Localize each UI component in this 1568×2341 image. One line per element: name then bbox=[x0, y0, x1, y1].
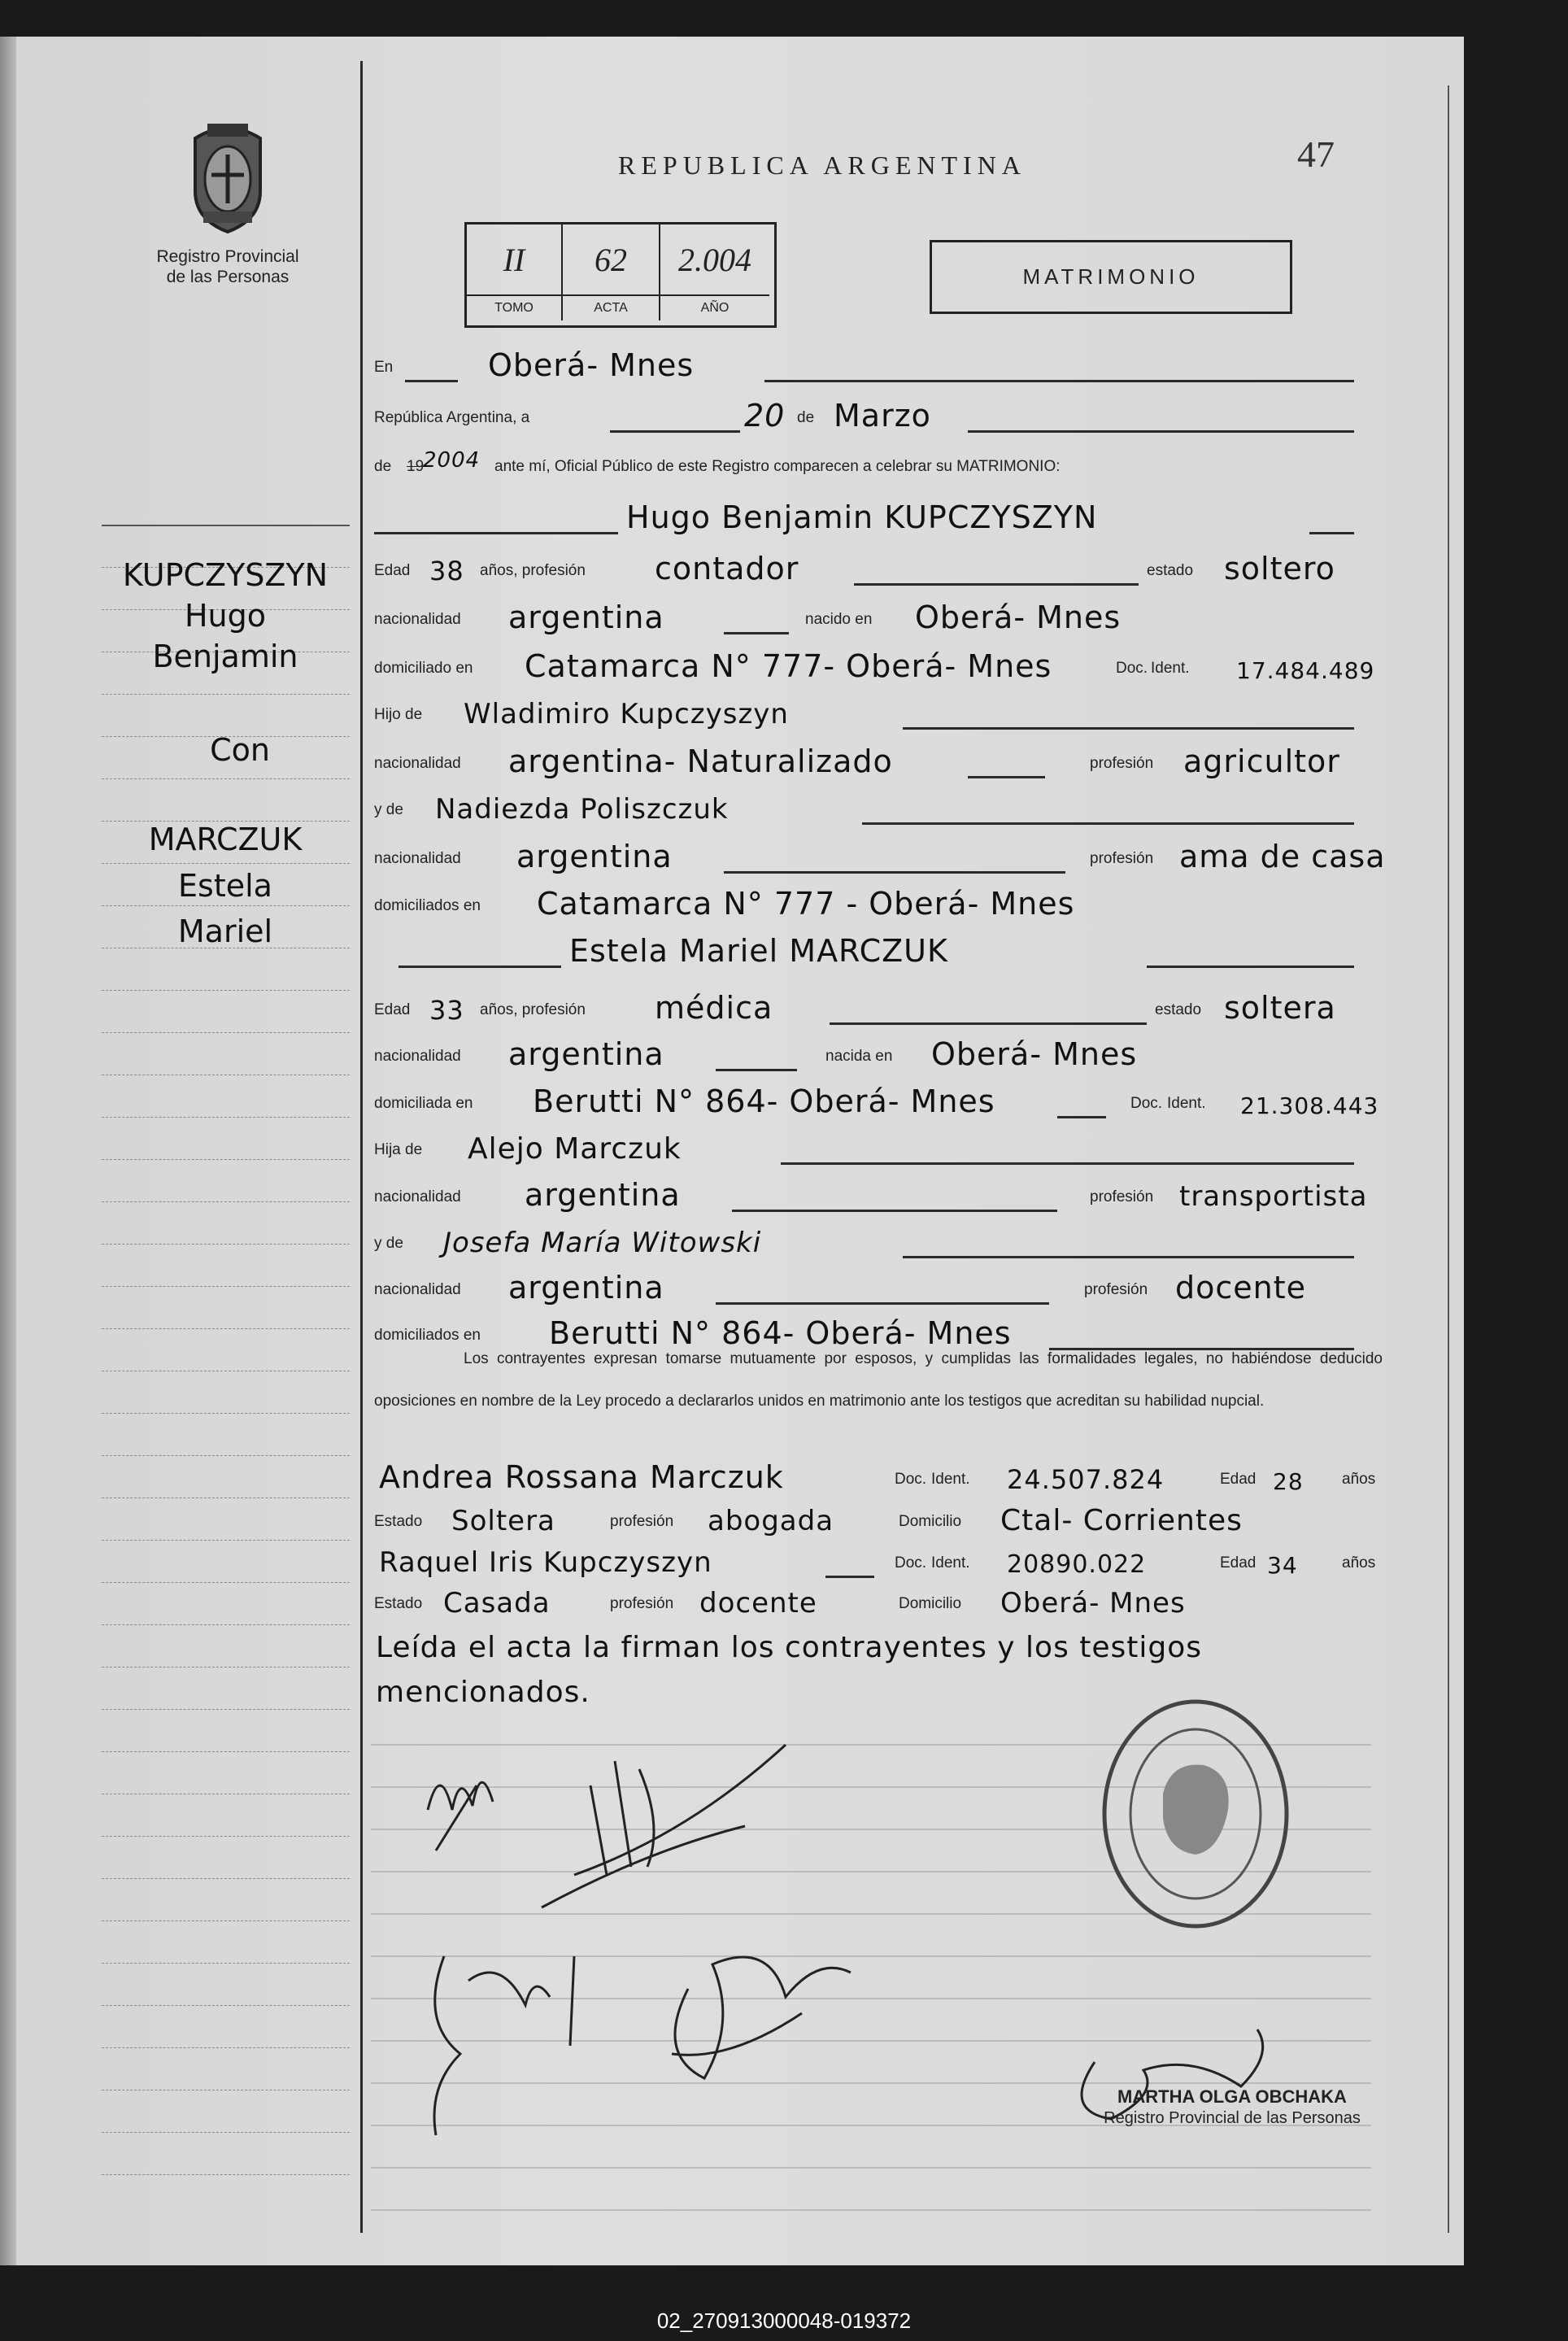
fill-line bbox=[610, 430, 740, 433]
label-en: En bbox=[374, 359, 394, 376]
bride-age: 33 bbox=[429, 995, 464, 1026]
groom-father-nat: argentina- Naturalizado bbox=[508, 743, 893, 779]
page-number: 47 bbox=[1297, 133, 1335, 175]
page-edge bbox=[0, 37, 16, 2265]
ledger-line bbox=[102, 1582, 350, 1583]
row-groom-name bbox=[374, 496, 1370, 537]
label-profesion: profesión bbox=[1090, 850, 1154, 867]
row-groom-age bbox=[374, 547, 1370, 588]
record-type: MATRIMONIO bbox=[930, 240, 1292, 314]
signature-3 bbox=[434, 1956, 574, 2135]
witness1-profession: abogada bbox=[708, 1505, 834, 1537]
label-anios-prof: años, profesión bbox=[480, 1001, 586, 1018]
ledger-line bbox=[102, 525, 350, 526]
fill-line bbox=[716, 1302, 1049, 1305]
registry-line1: Registro Provincial bbox=[156, 247, 299, 266]
row-groom-addr bbox=[374, 645, 1375, 686]
bride-birthplace: Oberá- Mnes bbox=[931, 1036, 1138, 1072]
ledger-line bbox=[102, 1244, 350, 1245]
fill-line bbox=[854, 583, 1139, 586]
registry-title bbox=[126, 246, 329, 287]
row-witness1-details bbox=[374, 1498, 1370, 1539]
label-profesion: profesión bbox=[1090, 1188, 1154, 1205]
ledger-line bbox=[102, 694, 350, 695]
margin-connector: Con bbox=[210, 732, 270, 768]
groom-status: soltero bbox=[1224, 551, 1335, 586]
ceremony-day: 20 bbox=[744, 398, 786, 434]
label-hijo: Hijo de bbox=[374, 706, 423, 723]
fill-line bbox=[830, 1022, 1147, 1025]
bride-father-nat: argentina bbox=[525, 1177, 681, 1213]
bride-doc: 21.308.443 bbox=[1240, 1092, 1379, 1119]
ledger-line bbox=[102, 2005, 350, 2006]
label-profesion: profesión bbox=[610, 1595, 674, 1612]
label-edad: Edad bbox=[374, 562, 411, 579]
row-groom-father-nat bbox=[374, 740, 1370, 781]
ledger-line bbox=[102, 990, 350, 991]
fill-line bbox=[968, 430, 1354, 433]
groom-father: Wladimiro Kupczyszyn bbox=[464, 698, 789, 730]
fill-line bbox=[724, 632, 789, 634]
row-bride-father bbox=[374, 1127, 1370, 1167]
closing-line2: mencionados. bbox=[376, 1676, 590, 1709]
label-domicilio: Domicilio bbox=[899, 1595, 962, 1612]
signature-2 bbox=[542, 1745, 786, 1907]
fill-line bbox=[724, 871, 1065, 874]
ledger-line bbox=[102, 1709, 350, 1710]
groom-parents-address: Catamarca N° 777 - Oberá- Mnes bbox=[537, 886, 1075, 922]
fill-line bbox=[825, 1576, 874, 1578]
row-groom-parents-addr bbox=[374, 883, 1370, 923]
ledger-line bbox=[102, 905, 350, 906]
ledger-line bbox=[102, 1878, 350, 1879]
ledger-line bbox=[102, 778, 350, 779]
provincial-crest-icon bbox=[179, 114, 277, 236]
row-bride-name bbox=[374, 930, 1370, 970]
fill-line bbox=[764, 380, 1354, 382]
register-page bbox=[0, 37, 1464, 2265]
ledger-line bbox=[102, 1117, 350, 1118]
label-ident: Ident. bbox=[931, 1471, 970, 1488]
margin-bride-surname: MARCZUK bbox=[148, 822, 303, 857]
label-nacionalidad: nacionalidad bbox=[374, 850, 461, 867]
ledger-line bbox=[102, 2047, 350, 2048]
witness2-status: Casada bbox=[443, 1587, 551, 1620]
year-prefix: 19 bbox=[407, 458, 425, 475]
bride-father: Alejo Marczuk bbox=[468, 1132, 682, 1166]
fill-line bbox=[1147, 966, 1354, 968]
fill-line bbox=[903, 1256, 1354, 1258]
ledger-line bbox=[102, 1032, 350, 1033]
witness2-age: 34 bbox=[1267, 1552, 1298, 1579]
groom-mother-nat: argentina bbox=[516, 839, 673, 874]
bride-nationality: argentina bbox=[508, 1036, 664, 1072]
label-de2: de bbox=[374, 458, 392, 475]
ceremony-place: Oberá- Mnes bbox=[488, 347, 695, 383]
label-domiciliados: domiciliados en bbox=[374, 1327, 481, 1344]
ledger-line bbox=[102, 1286, 350, 1287]
label-nacionalidad: nacionalidad bbox=[374, 1281, 461, 1298]
ledger-line bbox=[102, 1624, 350, 1625]
margin-groom-name1: Hugo bbox=[184, 598, 267, 634]
row-closing1 bbox=[374, 1625, 1370, 1666]
groom-mother-prof: ama de casa bbox=[1179, 839, 1386, 874]
label-profesion: profesión bbox=[610, 1513, 674, 1530]
bride-address: Berutti N° 864- Oberá- Mnes bbox=[533, 1083, 995, 1119]
groom-birthplace: Oberá- Mnes bbox=[915, 599, 1122, 635]
row-date bbox=[374, 395, 1370, 435]
ledger-line bbox=[102, 863, 350, 864]
witness1-name: Andrea Rossana Marczuk bbox=[379, 1459, 784, 1495]
official-name: MARTHA OLGA OBCHAKA bbox=[1117, 2086, 1347, 2107]
bride-parents-address: Berutti N° 864- Oberá- Mnes bbox=[549, 1315, 1012, 1351]
statement-text: Los contrayentes expresan tomarse mutuamente por esposos, y cumplidas las formalidades legales, no habiéndose deducido oposiciones en nombre de la Ley procedo a declararlos unidos en matrimonio ante los testigos que acreditan su habilidad nupcial. bbox=[374, 1350, 1383, 1410]
signature-1 bbox=[428, 1782, 493, 1851]
label-doc: Doc. bbox=[1130, 1095, 1163, 1112]
fill-line bbox=[405, 380, 458, 382]
row-witness2 bbox=[374, 1540, 1376, 1580]
witness1-doc: 24.507.824 bbox=[1007, 1464, 1165, 1495]
witness2-doc: 20890.022 bbox=[1007, 1550, 1147, 1579]
label-estado-w: Estado bbox=[374, 1513, 423, 1530]
fill-line bbox=[903, 727, 1354, 730]
registry-stamp-icon bbox=[1098, 1696, 1293, 1932]
ledger-line bbox=[102, 1751, 350, 1752]
tomo-label: TOMO bbox=[467, 296, 563, 320]
label-domiciliada: domiciliada en bbox=[374, 1095, 473, 1112]
official-block bbox=[1094, 2086, 1370, 2129]
country-header: REPUBLICA ARGENTINA bbox=[618, 150, 1026, 180]
label-ident: Ident. bbox=[931, 1554, 970, 1572]
label-anios-prof: años, profesión bbox=[480, 562, 586, 579]
row-bride-nat bbox=[374, 1033, 1370, 1074]
fill-line bbox=[374, 532, 618, 534]
registry-line2: de las Personas bbox=[166, 268, 290, 286]
witness1-age: 28 bbox=[1273, 1468, 1304, 1495]
label-domicilio: Domicilio bbox=[899, 1513, 962, 1530]
bride-mother-prof: docente bbox=[1175, 1270, 1307, 1306]
bride-mother: Josefa María Witowski bbox=[443, 1227, 762, 1259]
fill-line bbox=[1309, 532, 1354, 534]
label-edad-w: Edad bbox=[1220, 1471, 1257, 1488]
label-nacionalidad: nacionalidad bbox=[374, 755, 461, 772]
label-nacida: nacida en bbox=[825, 1048, 893, 1065]
label-anos-w: años bbox=[1342, 1471, 1376, 1488]
margin-ledger bbox=[102, 37, 350, 2265]
label-yde: y de bbox=[374, 801, 403, 818]
margin-groom-name2: Benjamin bbox=[152, 639, 298, 674]
right-rule bbox=[1448, 85, 1449, 2233]
label-edad-w: Edad bbox=[1220, 1554, 1257, 1572]
row-groom-mother bbox=[374, 787, 1370, 827]
margin-groom-surname: KUPCZYSZYN bbox=[122, 557, 329, 593]
label-estado: estado bbox=[1155, 1001, 1202, 1018]
ledger-line bbox=[102, 1201, 350, 1202]
row-witness2-details bbox=[374, 1580, 1370, 1621]
fill-line bbox=[1057, 1116, 1106, 1118]
ledger-line bbox=[102, 1497, 350, 1498]
label-doc: Doc. bbox=[1116, 660, 1148, 677]
ledger-line bbox=[102, 1413, 350, 1414]
ledger-line bbox=[102, 1455, 350, 1456]
label-ante: ante mí, Oficial Público de este Registro comparecen a celebrar su MATRIMONIO: bbox=[494, 458, 1061, 475]
ledger-line bbox=[102, 1963, 350, 1964]
groom-address: Catamarca N° 777- Oberá- Mnes bbox=[525, 648, 1052, 684]
groom-mother: Nadiezda Poliszczuk bbox=[435, 793, 729, 826]
groom-nationality: argentina bbox=[508, 599, 664, 635]
margin-bride-name2: Mariel bbox=[177, 913, 273, 949]
image-id-footer: 02_270913000048-019372 bbox=[656, 2308, 912, 2333]
closing-line1: Leída el acta la firman los contrayentes y los testigos bbox=[376, 1631, 1203, 1664]
acta-value: 62 bbox=[563, 225, 660, 296]
row-groom-father bbox=[374, 691, 1370, 732]
label-hija: Hija de bbox=[374, 1141, 423, 1158]
row-groom-nat bbox=[374, 596, 1370, 637]
witness2-profession: docente bbox=[699, 1587, 817, 1620]
label-profesion: profesión bbox=[1084, 1281, 1148, 1298]
label-domiciliado: domiciliado en bbox=[374, 660, 473, 677]
label-republica: República Argentina, a bbox=[374, 409, 530, 426]
bride-father-prof: transportista bbox=[1179, 1180, 1368, 1213]
signature-4 bbox=[672, 1957, 851, 2078]
row-bride-father-nat bbox=[374, 1174, 1370, 1214]
bride-profession: médica bbox=[655, 990, 773, 1026]
label-edad: Edad bbox=[374, 1001, 411, 1018]
groom-full-name: Hugo Benjamin KUPCZYSZYN bbox=[626, 499, 1098, 535]
ledger-line bbox=[102, 2132, 350, 2133]
ceremony-month: Marzo bbox=[834, 398, 931, 434]
row-bride-age bbox=[374, 987, 1370, 1027]
witness1-address: Ctal- Corrientes bbox=[1000, 1504, 1243, 1537]
fill-line bbox=[781, 1162, 1354, 1165]
ano-value: 2.004 bbox=[660, 225, 769, 296]
fill-line bbox=[716, 1069, 797, 1071]
label-profesion: profesión bbox=[1090, 755, 1154, 772]
fill-line bbox=[862, 822, 1354, 825]
label-ident: Ident. bbox=[1167, 1095, 1206, 1112]
fill-line bbox=[968, 776, 1045, 778]
ledger-line bbox=[102, 1159, 350, 1160]
label-nacionalidad: nacionalidad bbox=[374, 611, 461, 628]
witness2-name: Raquel Iris Kupczyszyn bbox=[379, 1546, 712, 1579]
ledger-line bbox=[102, 1540, 350, 1541]
ledger-line bbox=[102, 1836, 350, 1837]
bride-full-name: Estela Mariel MARCZUK bbox=[569, 933, 948, 969]
record-box bbox=[464, 222, 777, 328]
ledger-line bbox=[102, 2174, 350, 2175]
fill-line bbox=[732, 1210, 1057, 1212]
official-role: Registro Provincial de las Personas bbox=[1104, 2109, 1361, 2127]
row-place bbox=[374, 344, 1370, 385]
groom-doc: 17.484.489 bbox=[1236, 657, 1375, 684]
label-estado: estado bbox=[1147, 562, 1194, 579]
acta-label: ACTA bbox=[563, 296, 660, 320]
ceremony-year: 2004 bbox=[423, 448, 481, 473]
groom-profession: contador bbox=[655, 551, 799, 586]
row-bride-mother-nat bbox=[374, 1266, 1370, 1307]
label-yde: y de bbox=[374, 1235, 403, 1252]
ano-label: AÑO bbox=[700, 301, 730, 315]
row-bride-addr bbox=[374, 1080, 1379, 1121]
label-ident: Ident. bbox=[1151, 660, 1190, 677]
bride-mother-nat: argentina bbox=[508, 1270, 664, 1306]
witness1-status: Soltera bbox=[451, 1505, 555, 1537]
bride-status: soltera bbox=[1224, 990, 1336, 1026]
groom-age: 38 bbox=[429, 556, 464, 586]
fill-line bbox=[399, 966, 561, 968]
label-doc: Doc. bbox=[895, 1471, 927, 1488]
label-nacido: nacido en bbox=[805, 611, 873, 628]
row-year bbox=[374, 443, 1370, 484]
groom-father-prof: agricultor bbox=[1183, 743, 1340, 779]
row-groom-mother-nat bbox=[374, 835, 1386, 876]
label-nacionalidad: nacionalidad bbox=[374, 1188, 461, 1205]
witness2-address: Oberá- Mnes bbox=[1000, 1587, 1186, 1620]
ledger-line bbox=[102, 1328, 350, 1329]
margin-bride-name1: Estela bbox=[178, 868, 272, 904]
label-nacionalidad: nacionalidad bbox=[374, 1048, 461, 1065]
label-anos-w: años bbox=[1342, 1554, 1376, 1572]
label-doc: Doc. bbox=[895, 1554, 927, 1572]
label-domiciliados: domiciliados en bbox=[374, 897, 481, 914]
label-estado-w: Estado bbox=[374, 1595, 423, 1612]
row-witness1 bbox=[374, 1456, 1376, 1497]
tomo-value: II bbox=[467, 225, 563, 296]
label-de: de bbox=[797, 409, 815, 426]
ledger-line bbox=[102, 1920, 350, 1921]
row-bride-mother bbox=[374, 1220, 1370, 1261]
